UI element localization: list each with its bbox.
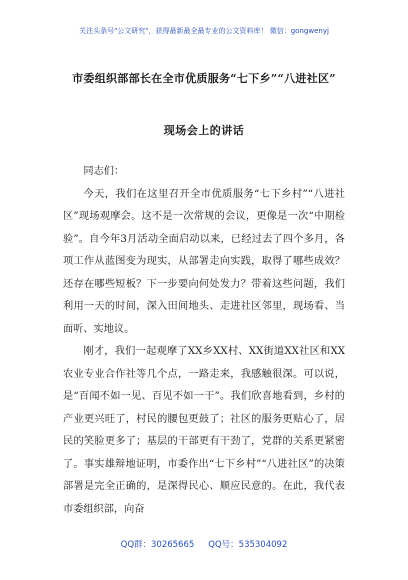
- header-promo-note: 关注头条号"公文研究"，获得最新最全最专业的公文资料库！ 微信：gongwenyj: [79, 27, 329, 35]
- document-title-line-2: 现场会上的讲话: [163, 124, 245, 137]
- footer-qq-group: QQ群：30265665: [120, 540, 195, 550]
- body-paragraph-1: 今天，我们在这里召开全市优质服务“七下乡村”“八进社区”现场观摩会。这不是一次常规的会议，更像是一次“中期检验”。自今年3月活动全面启动以来，已经过去了四个多月，各项工作从蓝图变为现实，从部署走向实践，取得了哪些成效？还存在哪些短板？下一步要向何处发力？带着这些问题，我们利用一天的时间，深入田间地头、走进社区邻里，现场看、当面听、实地议。: [63, 188, 345, 335]
- salutation-paragraph: 同志们：: [83, 166, 125, 177]
- document-body: [63, 161, 345, 521]
- body-paragraph-2: 刚才，我们一起观摩了XX乡XX村、XX街道XX社区和XX农业专业合作社等几个点，一路走来，我感触很深。可以说，是“百闻不如一见、百见不如一干”。我们欣喜地看到，乡村的产业更兴旺了，村民的腰包更鼓了；社区的服务更贴心了，居民的笑脸更多了；基层的干部更有干劲了，党群的关系更紧密了。事实雄辩地证明，市委作出“七下乡村”“八进社区”的决策部署是完全正确的，是深得民心、顺应民意的。在此，我代表市委组织部，向奋: [63, 346, 345, 515]
- document-title-line-1: 市委组织部部长在全市优质服务“七下乡”“八进社区”: [72, 72, 336, 85]
- footer-contact: [0, 538, 408, 550]
- footer-qq-number: QQ号：535304092: [208, 540, 288, 550]
